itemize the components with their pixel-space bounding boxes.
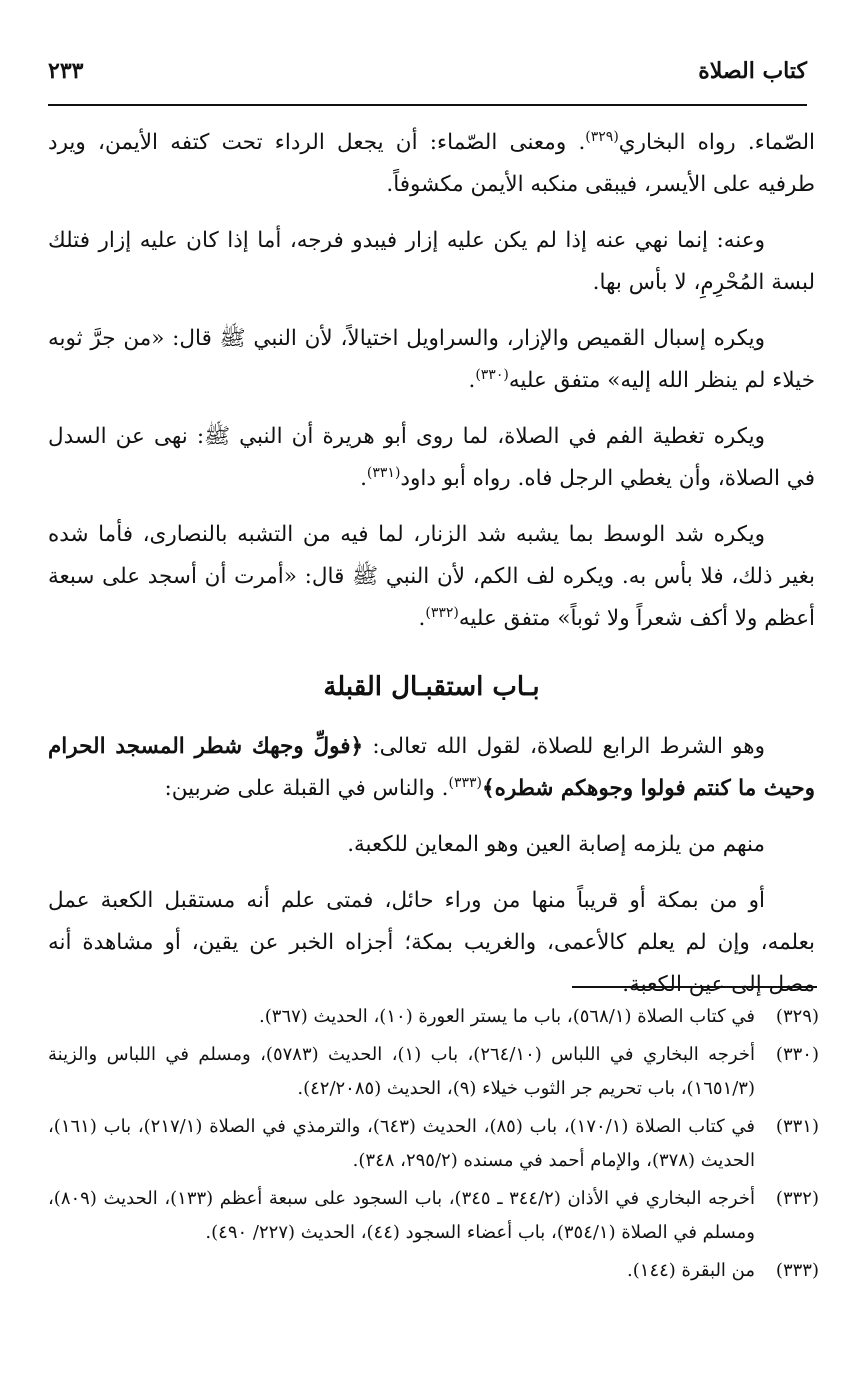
paragraph-text: . والناس في القبلة على ضربين: <box>164 776 449 801</box>
paragraph-7: منهم من يلزمه إصابة العين وهو المعاين للكعبة. <box>347 832 765 857</box>
main-text <box>48 122 815 1020</box>
footnote-item <box>48 1110 819 1178</box>
footnote-item <box>48 1182 819 1250</box>
paragraph-6 <box>48 726 815 810</box>
footnote-ref: (٣٣٣) <box>448 774 483 791</box>
footnote-number: (٣٣٠) <box>775 1044 819 1065</box>
footnote-number: (٣٣٢) <box>775 1188 819 1209</box>
paragraph-text: . <box>418 606 426 631</box>
footnote-text: أخرجه البخاري في اللباس (٢٦٤/١٠)، باب (١)، الحديث (٥٧٨٣)، ومسلم في اللباس والزينة (١٦٥١/٣)، باب تحريم جر الثوب خيلاء (٩)، الحديث (٤٢/٢٠٨٥). <box>48 1044 755 1099</box>
paragraph-8: أو من بمكة أو قريباً منها من وراء حائل، فمتى علم أنه مستقبل الكعبة عمل بعلمه، وإن لم يعلم كالأعمى، والغريب بمكة؛ أجزاه الخبر عن يقين، أو مشاهدة أنه مصل إلى عين الكعبة. <box>48 888 815 997</box>
page-number: ٢٣٣ <box>48 58 84 84</box>
page-header <box>48 58 807 92</box>
paragraph-text: . <box>468 368 476 393</box>
footnote-ref: (٣٢٩) <box>585 128 619 145</box>
paragraph-text: . ومعنى الصّماء: أن يجعل الرداء تحت كتفه الأيمن، ويرد طرفيه على الأيسر، فيبقى منكبه الأيمن مكشوفاً. <box>48 130 815 197</box>
paragraph-3 <box>48 318 815 402</box>
footnote-number: (٣٣١) <box>775 1116 819 1137</box>
footnote-text: في كتاب الصلاة (٥٦٨/١)، باب ما يستر العورة (١٠)، الحديث (٣٦٧). <box>259 1006 755 1027</box>
footnote-item <box>48 1000 819 1034</box>
header-rule <box>48 104 807 106</box>
footnote-ref: (٣٣٢) <box>425 604 459 621</box>
footnote-number: (٣٣٣) <box>775 1260 819 1281</box>
footnote-text: من البقرة (١٤٤). <box>627 1260 755 1281</box>
footnote-rule <box>572 986 817 988</box>
quran-verse: ﴿فولِّ وجهك شطر المسجد الحرام وحيث ما كنتم فولوا وجوهكم شطره﴾ <box>48 734 815 801</box>
paragraph-text: ويكره إسبال القميص والإزار، والسراويل اختيالاً، لأن النبي ﷺ قال: «من جرَّ ثوبه خيلاء لم ينظر الله إليه» متفق عليه <box>48 326 815 393</box>
footnote-ref: (٣٣١) <box>366 464 401 481</box>
footnote-text: أخرجه البخاري في الأذان (٣٤٤/٢ ـ ٣٤٥)، باب السجود على سبعة أعظم (١٣٣)، الحديث (٨٠٩)، ومسلم في الصلاة (٣٥٤/١)، باب أعضاء السجود (٤٤)، الحديث (٢٢٧/ ٤٩٠). <box>48 1188 755 1243</box>
paragraph-text: . <box>360 466 367 491</box>
paragraph-text: الصّماء. رواه البخاري <box>618 130 815 155</box>
paragraph-5 <box>48 514 815 640</box>
paragraph-2: وعنه: إنما نهي عنه إذا لم يكن عليه إزار فيبدو فرجه، أما إذا كان عليه إزار فتلك لبسة المُحْرِمِ، لا بأس بها. <box>48 228 815 295</box>
chapter-heading: بـاب استقبـال القبلة <box>323 672 540 702</box>
footnote-item <box>48 1038 819 1106</box>
running-title: كتاب الصلاة <box>698 58 807 84</box>
paragraph-4 <box>48 416 815 500</box>
paragraph-text: وهو الشرط الرابع للصلاة، لقول الله تعالى: <box>363 734 765 759</box>
footnote-ref: (٣٣٠) <box>475 366 509 383</box>
footnote-text: في كتاب الصلاة (١٧٠/١)، باب (٨٥)، الحديث (٦٤٣)، والترمذي في الصلاة (٢١٧/١)، باب (١٦١)، الحديث (٣٧٨)، والإمام أحمد في مسنده (٢٩٥/٢، ٣٤٨). <box>48 1116 756 1171</box>
paragraph-text: ويكره تغطية الفم في الصلاة، لما روى أبو هريرة أن النبي ﷺ: نهى عن السدل في الصلاة، وأن يغطي الرجل فاه. رواه أبو داود <box>48 424 815 491</box>
footnote-number: (٣٢٩) <box>775 1006 819 1027</box>
paragraph-1 <box>48 122 815 206</box>
footnotes <box>48 1000 819 1292</box>
paragraph-text: ويكره شد الوسط بما يشبه شد الزنار، لما فيه من التشبه بالنصارى، فأما شده بغير ذلك، فلا بأس به. ويكره لف الكم، لأن النبي ﷺ قال: «أمرت أن أسجد على سبعة أعظم ولا أكف شعراً ولا ثوباً» متفق عليه <box>48 522 815 631</box>
footnote-item <box>48 1254 819 1288</box>
